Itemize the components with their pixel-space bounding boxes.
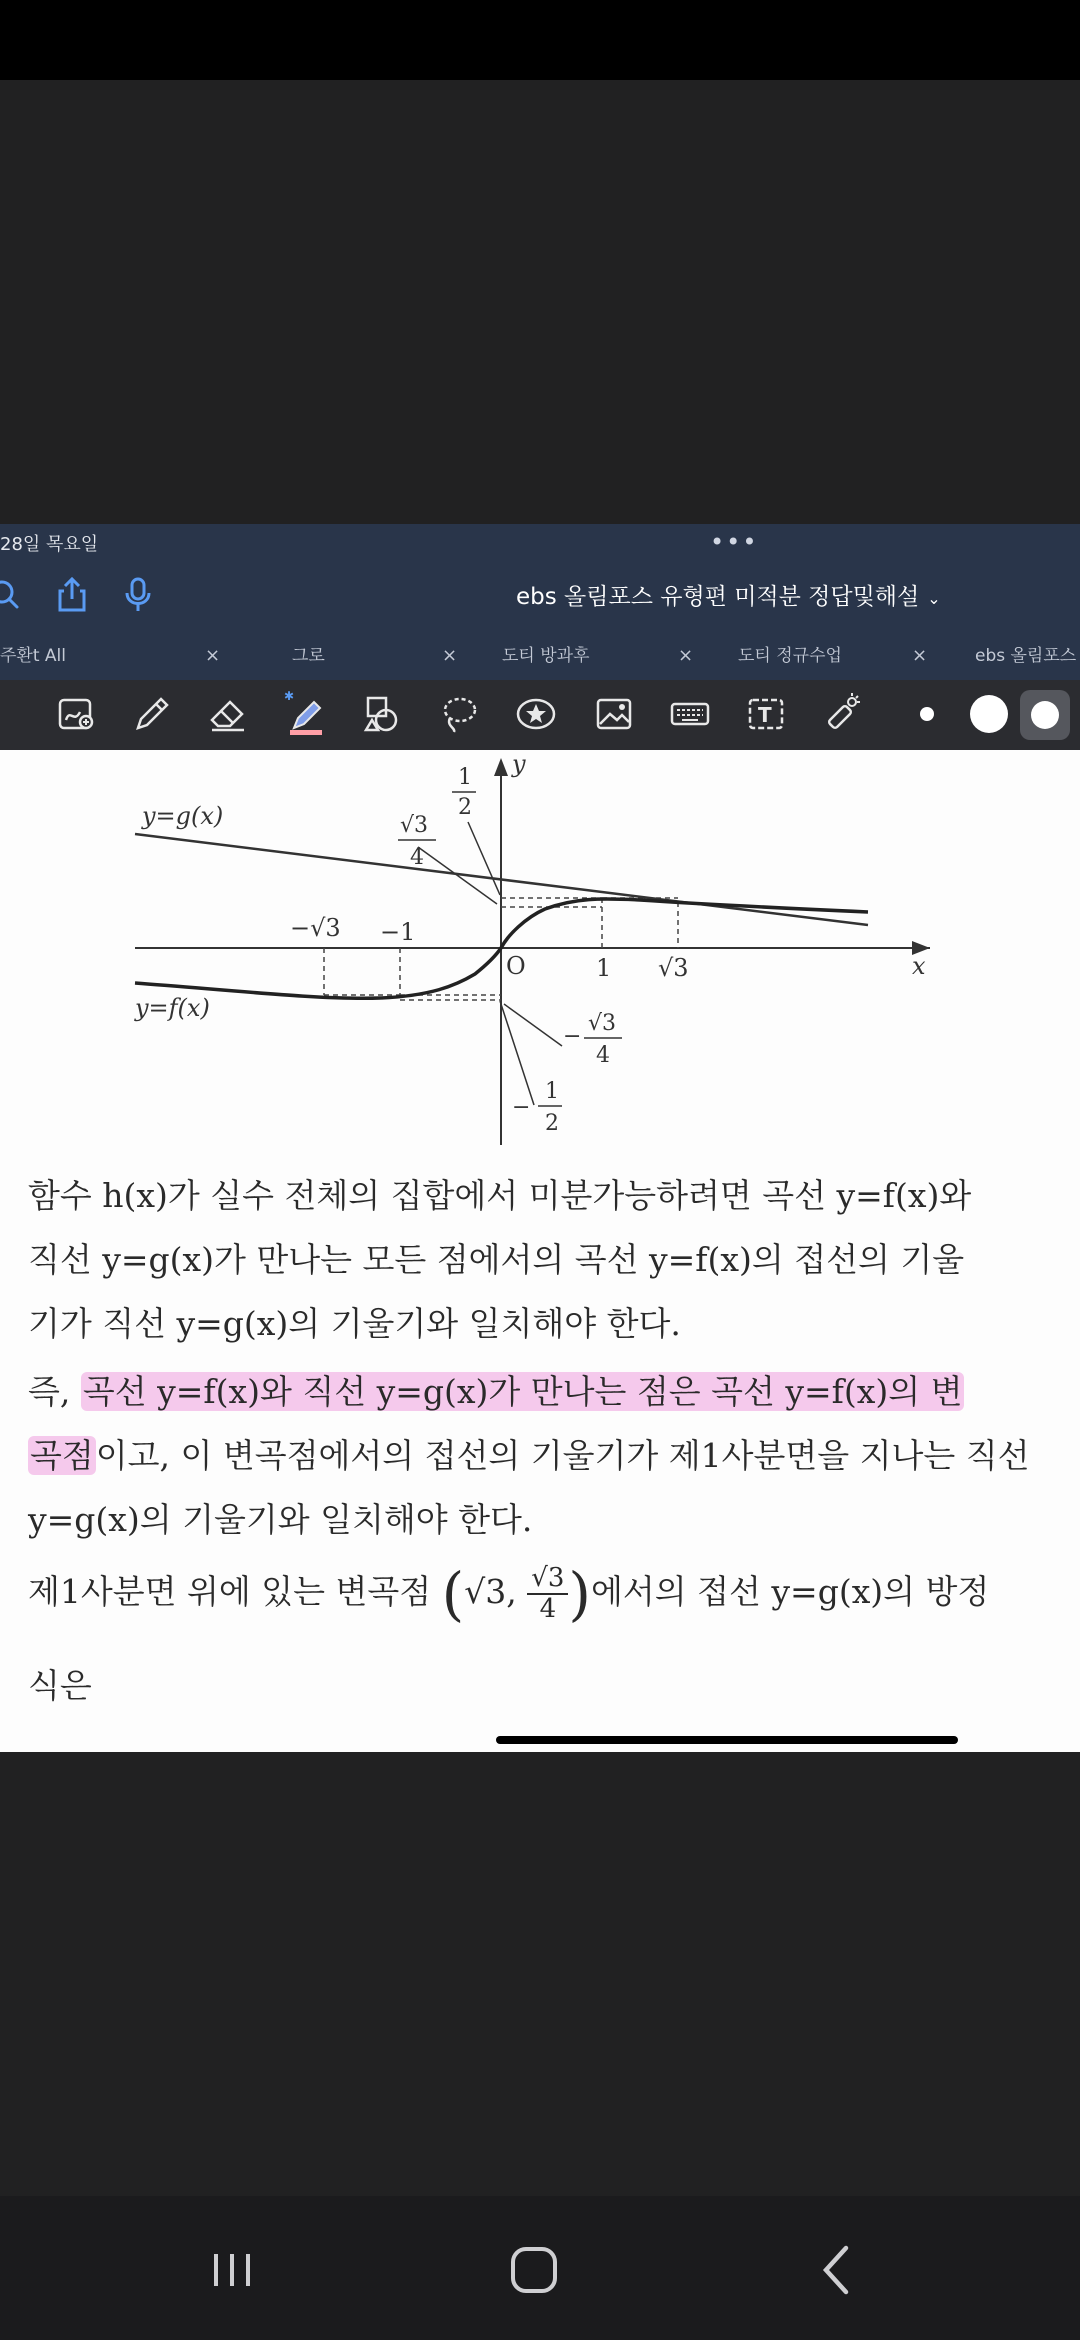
tab-bar xyxy=(0,636,1080,676)
text-line-7-prefix: 제1사분면 위에 있는 변곡점 xyxy=(28,1572,442,1611)
letterbox-top xyxy=(0,80,1080,524)
chevron-down-icon[interactable]: ⌄ xyxy=(927,589,941,608)
svg-text:✱: ✱ xyxy=(284,690,295,703)
document-page[interactable] xyxy=(0,750,1080,1752)
text-box-icon[interactable] xyxy=(742,690,790,738)
axis-x-label: x xyxy=(912,952,926,980)
top-black-bar xyxy=(0,0,1080,80)
fraction-sqrt3-4 xyxy=(527,1564,568,1623)
text-line-4 xyxy=(28,1366,964,1413)
status-date: 28일 목요일 xyxy=(0,534,99,555)
tick-sqrt3: √3 xyxy=(658,954,689,982)
fraction-num: √3 xyxy=(527,1564,568,1595)
tick-neg-sqrt3: −√3 xyxy=(290,914,341,942)
half-top-num: 1 xyxy=(458,765,472,790)
document-title-text: ebs 올림포스 유형편 미적분 정답및해설 xyxy=(516,584,920,610)
sqrt3-4-top-den: 4 xyxy=(410,845,424,870)
neg-half-sign: − xyxy=(512,1095,531,1120)
neg-half-num: 1 xyxy=(545,1079,559,1104)
tab-3-close-icon[interactable]: × xyxy=(678,645,694,666)
keyboard-icon[interactable] xyxy=(666,690,714,738)
paren-open: ( xyxy=(441,1560,465,1628)
tick-one: 1 xyxy=(596,954,612,982)
tab-4[interactable]: 도티 정규수업 xyxy=(738,646,842,666)
eraser-icon[interactable] xyxy=(204,690,252,738)
home-indicator[interactable] xyxy=(496,1736,958,1744)
text-line-4-prefix: 즉, xyxy=(28,1372,81,1411)
home-icon[interactable] xyxy=(504,2240,564,2300)
document-title[interactable] xyxy=(516,578,941,611)
text-line-7 xyxy=(28,1560,989,1628)
text-line-8: 식은 xyxy=(28,1666,92,1705)
text-line-1: 함수 h(x)가 실수 전체의 집합에서 미분가능하려면 곡선 y=f(x)와 xyxy=(28,1176,972,1215)
text-line-5-rest: 이고, 이 변곡점에서의 접선의 기울기가 제1사분면을 지나는 직선 xyxy=(95,1436,1030,1475)
image-icon[interactable] xyxy=(590,690,638,738)
mic-icon[interactable] xyxy=(118,575,158,615)
stroke-size-small[interactable] xyxy=(920,707,934,721)
tab-5[interactable]: ebs 올림포스 xyxy=(975,646,1077,666)
shapes-icon[interactable] xyxy=(358,690,406,738)
label-f: y=f(x) xyxy=(135,994,210,1022)
highlighter-icon[interactable] xyxy=(282,690,330,738)
neg-sqrt3-4-sign: − xyxy=(563,1024,582,1049)
share-icon[interactable] xyxy=(52,575,92,615)
svg-text:T: T xyxy=(758,703,772,727)
tab-2-close-icon[interactable]: × xyxy=(442,645,458,666)
highlight-1[interactable]: 곡선 y=f(x)와 직선 y=g(x)가 만나는 점은 곡선 y=f(x)의 변 xyxy=(82,1372,963,1411)
recent-apps-icon[interactable] xyxy=(202,2240,262,2300)
tab-3[interactable]: 도티 방과후 xyxy=(502,646,590,666)
fraction-den: 4 xyxy=(539,1594,557,1624)
text-line-7-suffix: 에서의 접선 y=g(x)의 방정 xyxy=(591,1572,990,1611)
tab-4-close-icon[interactable]: × xyxy=(912,645,928,666)
search-icon[interactable] xyxy=(0,575,26,615)
neg-sqrt3-4-den: 4 xyxy=(596,1043,610,1068)
text-line-6: y=g(x)의 기울기와 일치해야 한다. xyxy=(28,1500,533,1539)
function-graph xyxy=(0,750,1080,1150)
lasso-icon[interactable] xyxy=(436,690,484,738)
tick-neg-one: −1 xyxy=(380,918,416,946)
laser-pointer-icon[interactable] xyxy=(818,690,866,738)
sticker-icon[interactable] xyxy=(512,690,560,738)
tab-1-close-icon[interactable]: × xyxy=(205,645,221,666)
label-g: y=g(x) xyxy=(142,802,224,830)
text-line-5 xyxy=(28,1430,1030,1477)
axis-y-label: y xyxy=(512,750,526,778)
pen-zoom-icon[interactable] xyxy=(52,690,100,738)
stroke-size-large-dot xyxy=(1031,701,1059,729)
origin-label: O xyxy=(506,952,526,980)
text-line-3: 기가 직선 y=g(x)의 기울기와 일치해야 한다. xyxy=(28,1304,681,1343)
more-dots[interactable]: ••• xyxy=(710,528,759,556)
sqrt3-4-top-num: √3 xyxy=(400,813,429,838)
back-icon[interactable] xyxy=(808,2240,868,2300)
tab-2[interactable]: 그로 xyxy=(292,646,325,666)
tab-1[interactable]: 주환t All xyxy=(0,646,66,666)
neg-half-den: 2 xyxy=(545,1111,559,1136)
stroke-size-large[interactable] xyxy=(1020,690,1070,740)
point-a: √3, xyxy=(464,1572,517,1611)
paren-close: ) xyxy=(568,1560,592,1628)
highlight-2[interactable]: 곡점 xyxy=(30,1436,94,1475)
letterbox-bottom xyxy=(0,1752,1080,2196)
half-top-den: 2 xyxy=(458,795,472,820)
stroke-size-medium[interactable] xyxy=(970,695,1008,733)
text-line-2: 직선 y=g(x)가 만나는 모든 점에서의 곡선 y=f(x)의 접선의 기울 xyxy=(28,1240,965,1279)
pencil-icon[interactable] xyxy=(128,690,176,738)
neg-sqrt3-4-num: √3 xyxy=(588,1011,617,1036)
